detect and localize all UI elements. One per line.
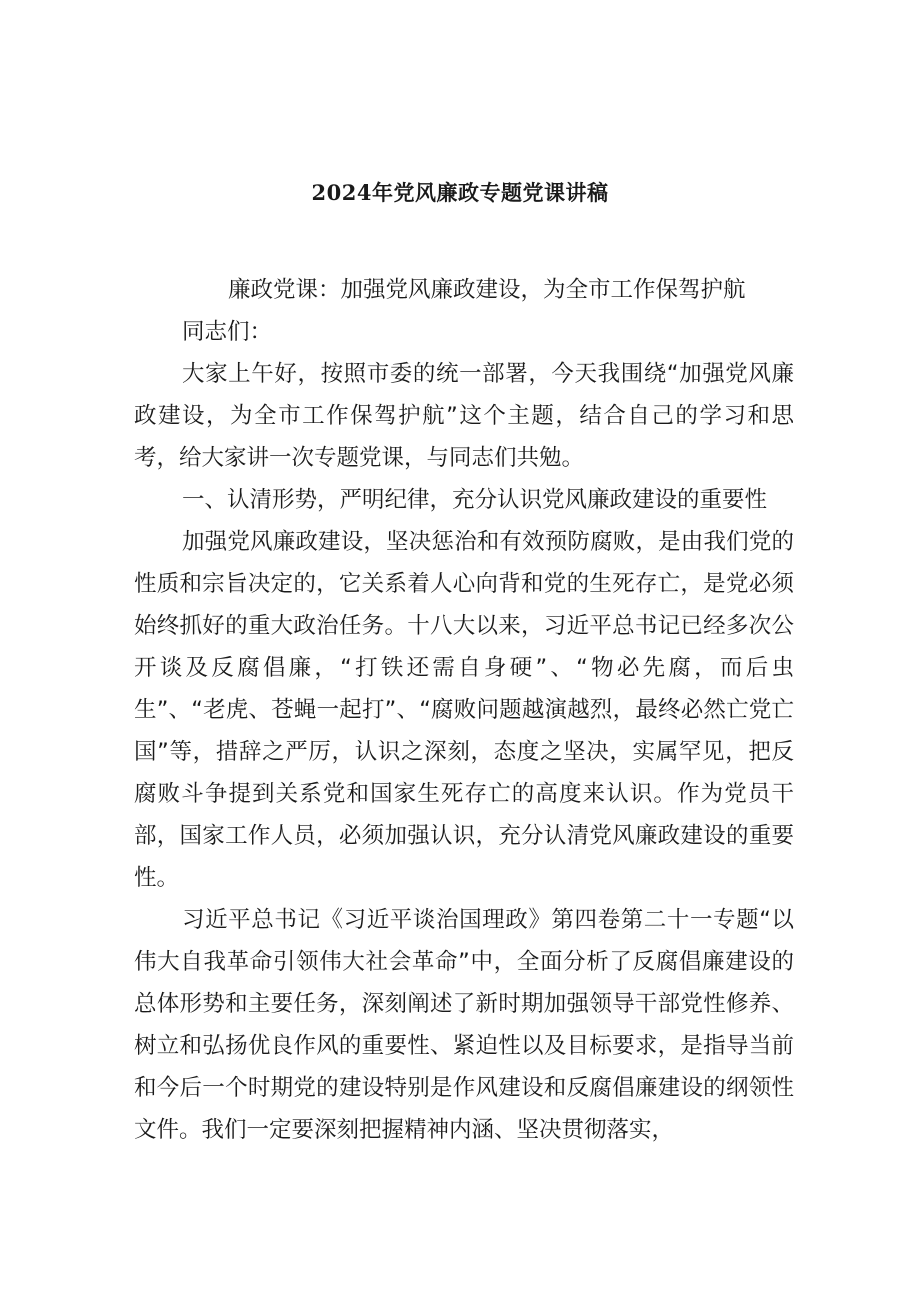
lecture-subtitle: 廉政党课：加强党风廉政建设，为全市工作保驾护航 (228, 277, 746, 303)
paragraph-opening: 大家上午好，按照市委的统一部署，今天我围绕“加强党风廉政建设，为全市工作保驾护航”这个主题，结合自己的学习和思考，给大家讲一次专题党课，与同志们共勉。 (134, 361, 794, 471)
section-heading-1: 一、认清形势，严明纪律，充分认识党风廉政建设的重要性 (182, 487, 768, 513)
paragraph-xi-book: 习近平总书记《习近平谈治国理政》第四卷第二十一专题“以伟大自我革命引领伟大社会革命”中，全面分析了反腐倡廉建设的总体形势和主要任务，深刻阐述了新时期加强领导干部党性修养、树立和弘扬优良作风的重要性、紧迫性以及目标要求，是指导当前和今后一个时期党的建设特别是作风建设和反腐倡廉建设的纲领性文件。我们一定要深刻把握精神内涵、坚决贯彻落实， (134, 907, 794, 1143)
paragraph-importance: 加强党风廉政建设，坚决惩治和有效预防腐败，是由我们党的性质和宗旨决定的，它关系着人心向背和党的生死存亡，是党必须始终抓好的重大政治任务。十八大以来，习近平总书记已经多次公开谈及反腐倡廉，“打铁还需自身硬”、“物必先腐，而后虫生”、“老虎、苍蝇一起打”、“腐败问题越演越烈，最终必然亡党亡国”等，措辞之严厉，认识之深刻，态度之坚决，实属罕见，把反腐败斗争提到关系党和国家生死存亡的高度来认识。作为党员干部，国家工作人员，必须加强认识，充分认清党风廉政建设的重要性。 (134, 529, 794, 891)
salutation: 同志们： (182, 319, 273, 345)
document-title: 2024年党风廉政专题党课讲稿 (311, 180, 609, 205)
document-body (134, 269, 794, 1151)
